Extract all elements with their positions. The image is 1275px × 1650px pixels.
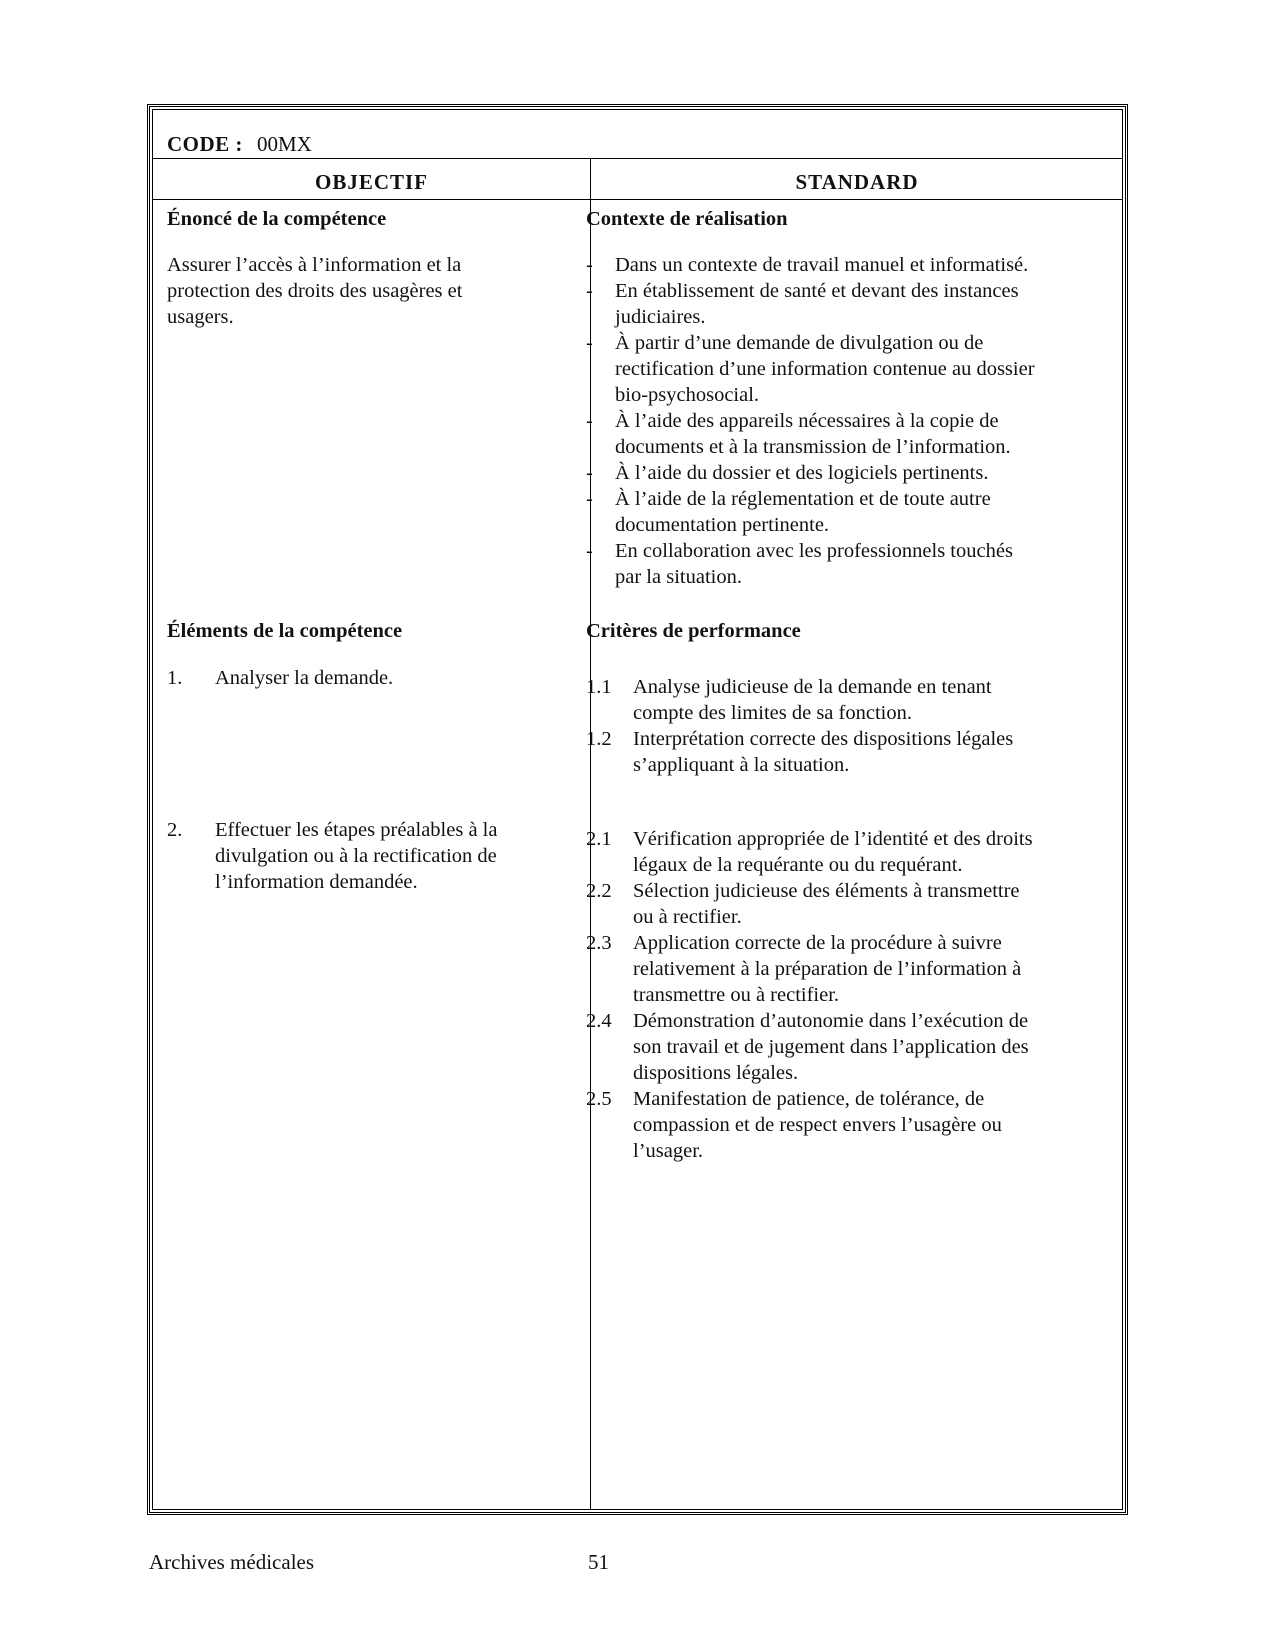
criteres-group-1 [586, 674, 1096, 778]
bullet-dash: - [586, 332, 593, 354]
contexte-text [615, 486, 991, 538]
critere-line: Sélection judicieuse des éléments à transmettre [633, 880, 1020, 902]
bullet-dash: - [586, 488, 593, 510]
page-number: 51 [588, 1550, 609, 1574]
critere-text [633, 826, 1033, 878]
bullet-dash: - [586, 280, 593, 302]
footer-title: Archives médicales [149, 1550, 315, 1574]
criteres-group-2 [586, 826, 1096, 1164]
contexte-line: En établissement de santé et devant des instances [615, 280, 1019, 302]
critere-text [633, 1008, 1029, 1086]
enonce-line: usagers. [167, 306, 234, 328]
critere-text [633, 726, 1013, 778]
contexte-line: rectification d’une information contenue au dossier [615, 358, 1035, 380]
code-value: 00MX [257, 132, 312, 156]
critere-line: légaux de la requérante ou du requérant. [633, 854, 963, 876]
contexte-item [586, 486, 1096, 538]
contexte-list [586, 252, 1096, 590]
critere-line: son travail et de jugement dans l’application des [633, 1036, 1029, 1058]
critere-item [586, 826, 1096, 878]
critere-line: compassion et de respect envers l’usagère ou [633, 1114, 1002, 1136]
critere-item [586, 674, 1096, 726]
critere-text [633, 674, 992, 726]
element-line: l’information demandée. [215, 871, 418, 893]
critere-line: compte des limites de sa fonction. [633, 702, 912, 724]
critere-line: s’appliquant à la situation. [633, 754, 850, 776]
criteres-title: Critères de performance [586, 620, 801, 642]
critere-line: Démonstration d’autonomie dans l’exécution de [633, 1010, 1029, 1032]
element-text [215, 817, 497, 895]
critere-item [586, 726, 1096, 778]
contexte-line: documents et à la transmission de l’information. [615, 436, 1011, 458]
critere-number: 1.1 [586, 676, 612, 698]
contexte-line: À l’aide de la réglementation et de toute autre [615, 488, 991, 510]
enonce-title: Énoncé de la compétence [167, 208, 387, 230]
header-row [153, 158, 1122, 200]
critere-number: 2.2 [586, 880, 612, 902]
table-inner [152, 109, 1123, 1510]
element-line: divulgation ou à la rectification de [215, 845, 497, 867]
contexte-line: À l’aide du dossier et des logiciels pertinents. [615, 462, 989, 484]
enonce-line: Assurer l’accès à l’information et la [167, 254, 462, 276]
contexte-line: bio-psychosocial. [615, 384, 760, 406]
contexte-text [615, 278, 1019, 330]
critere-line: l’usager. [633, 1140, 704, 1162]
contexte-line: documentation pertinente. [615, 514, 830, 536]
bullet-dash: - [586, 462, 593, 484]
contexte-item [586, 278, 1096, 330]
contexte-item [586, 408, 1096, 460]
enonce-line: protection des droits des usagères et [167, 280, 463, 302]
critere-line: dispositions légales. [633, 1062, 799, 1084]
enonce-text [167, 252, 462, 330]
critere-item [586, 1008, 1096, 1086]
code-row [153, 110, 1122, 159]
contexte-line: judiciaires. [615, 306, 706, 328]
critere-text [633, 930, 1021, 1008]
contexte-item [586, 330, 1096, 408]
critere-line: Application correcte de la procédure à suivre [633, 932, 1002, 954]
contexte-line: À partir d’une demande de divulgation ou de [615, 332, 984, 354]
contexte-text [615, 330, 1035, 408]
bullet-dash: - [586, 540, 593, 562]
contexte-item [586, 538, 1096, 590]
critere-line: Manifestation de patience, de tolérance, de [633, 1088, 985, 1110]
contexte-text [615, 538, 1013, 590]
bullet-dash: - [586, 254, 593, 276]
critere-line: ou à rectifier. [633, 906, 742, 928]
element-line: Analyser la demande. [215, 667, 394, 689]
contexte-text [615, 252, 1028, 278]
contexte-text [615, 460, 988, 486]
contexte-line: Dans un contexte de travail manuel et informatisé. [615, 254, 1029, 276]
critere-line: transmettre ou à rectifier. [633, 984, 840, 1006]
element-line: Effectuer les étapes préalables à la [215, 819, 498, 841]
critere-text [633, 878, 1020, 930]
critere-line: Vérification appropriée de l’identité et des droits [633, 828, 1033, 850]
contexte-item [586, 460, 1096, 486]
critere-line: Interprétation correcte des dispositions légales [633, 728, 1014, 750]
bullet-dash: - [586, 410, 593, 432]
element-text [215, 665, 393, 691]
critere-line: relativement à la préparation de l’information à [633, 958, 1022, 980]
critere-number: 2.5 [586, 1088, 612, 1110]
critere-number: 1.2 [586, 728, 612, 750]
objectif-header: OBJECTIF [314, 170, 429, 194]
element-number: 2. [167, 819, 183, 841]
critere-number: 2.3 [586, 932, 612, 954]
critere-number: 2.4 [586, 1010, 612, 1032]
code-label: CODE : [167, 132, 243, 156]
contexte-line: À l’aide des appareils nécessaires à la copie de [615, 410, 999, 432]
critere-line: Analyse judicieuse de la demande en tenant [633, 676, 992, 698]
standard-header: STANDARD [795, 170, 919, 194]
element-number: 1. [167, 667, 183, 689]
contexte-title: Contexte de réalisation [586, 208, 788, 230]
critere-item [586, 878, 1096, 930]
critere-item [586, 1086, 1096, 1164]
elements-title: Éléments de la compétence [167, 620, 403, 642]
contexte-text [615, 408, 1011, 460]
critere-item [586, 930, 1096, 1008]
contexte-line: par la situation. [615, 566, 742, 588]
contexte-line: En collaboration avec les professionnels touchés [615, 540, 1013, 562]
critere-text [633, 1086, 1002, 1164]
competency-table [147, 104, 1128, 1515]
critere-number: 2.1 [586, 828, 612, 850]
contexte-item [586, 252, 1096, 278]
